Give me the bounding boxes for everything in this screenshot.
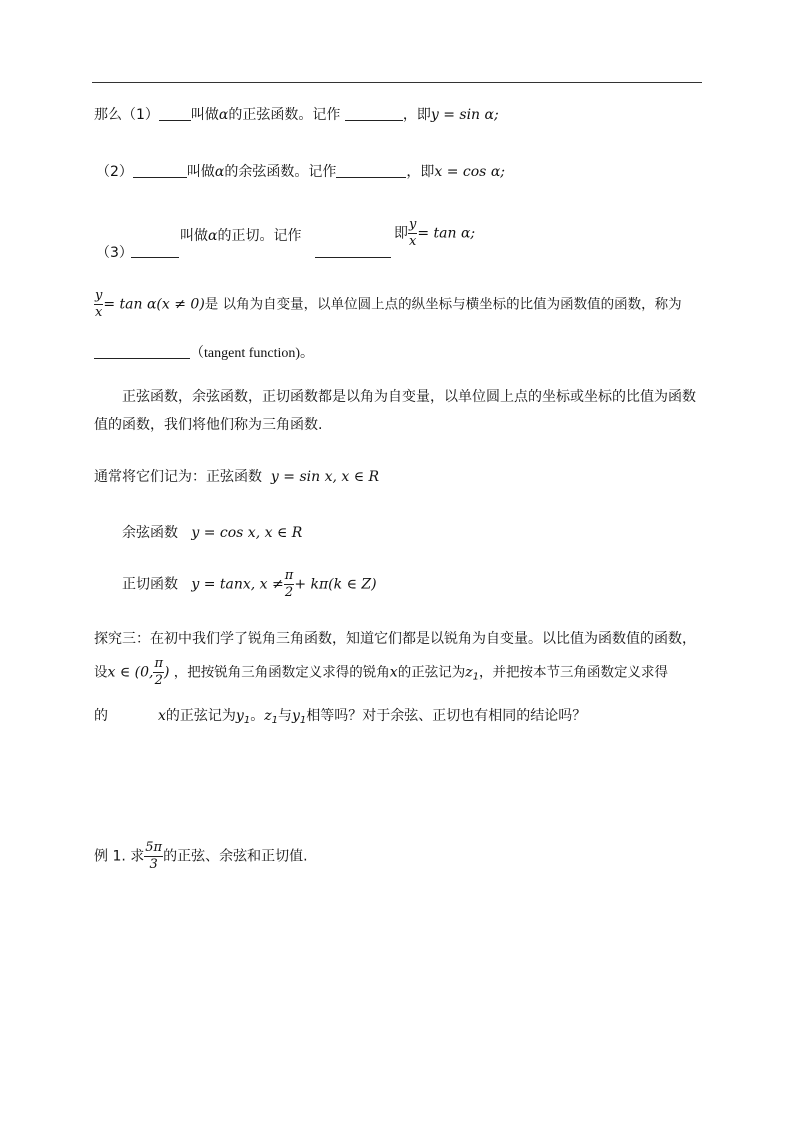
alpha-symbol: α: [208, 228, 218, 244]
fraction: [153, 656, 164, 689]
text: 即: [416, 107, 431, 123]
equation: y = sin α;: [430, 107, 499, 123]
text: （2）: [96, 164, 133, 180]
fill-blank: [336, 163, 406, 178]
exploration-line-3: [94, 706, 586, 731]
subscript: 1: [271, 715, 278, 726]
variable: z: [264, 708, 272, 724]
subscript: 1: [472, 671, 479, 683]
text: 通常将它们记为：正弦函数: [94, 469, 262, 485]
equation: y = sin x, x ∈ R: [270, 469, 380, 485]
text: 的余弦函数。记作: [224, 164, 337, 180]
fill-blank: [131, 243, 179, 258]
numerator: y: [409, 217, 417, 232]
tangent-function-line: [94, 343, 314, 364]
tangent-equation: [394, 217, 475, 250]
subscript: 1: [299, 715, 307, 726]
alpha-symbol: α: [218, 107, 229, 123]
denominator: 3: [144, 856, 163, 873]
text: 即: [420, 164, 435, 180]
equation: x ∈ (0,: [107, 664, 154, 681]
text: ，并把按本节三角函数定义求得: [478, 664, 668, 681]
alpha-symbol: α: [214, 164, 225, 180]
fill-blank: [345, 106, 403, 121]
fraction: [94, 288, 103, 321]
fraction: [284, 568, 295, 601]
text: 叫做: [190, 107, 219, 123]
variable: y: [291, 708, 300, 724]
text: 与: [277, 708, 292, 724]
text: 是 以角为自变量，以单位圆上点的纵坐标与横坐标的比值为函数值的函数，称为: [204, 296, 682, 313]
text: 的正弦函数。记作: [228, 107, 341, 123]
equation: = tan α(x ≠ 0): [103, 296, 205, 313]
equation: x = cos α;: [434, 164, 505, 180]
text: 例 1. 求: [94, 848, 145, 865]
text: 的: [94, 708, 108, 724]
text: 叫做: [186, 164, 215, 180]
text: 设: [94, 664, 108, 681]
example-line: [94, 840, 308, 873]
text: 相等吗？对于余弦、正切也有相同的结论吗？: [306, 708, 587, 724]
text: （tangent function)。: [190, 346, 315, 361]
variable: y: [235, 708, 244, 724]
tangent-definition-line: [94, 288, 682, 321]
equation: = tan α;: [417, 225, 476, 242]
numerator: π: [154, 656, 164, 671]
fraction: [408, 217, 417, 250]
equation: + kπ(k ∈ Z): [294, 576, 377, 593]
variable: x: [389, 664, 398, 681]
numerator: π: [284, 568, 294, 583]
notation-tangent-line: [122, 568, 377, 601]
fill-blank: [133, 163, 187, 178]
variable: x: [158, 708, 166, 724]
equation: y = tanx, x ≠: [191, 576, 284, 593]
text: 的正弦、余弦和正切值.: [163, 848, 308, 865]
definition-sine-line: [94, 105, 499, 125]
text: ，: [402, 107, 417, 123]
summary-paragraph: 正弦函数，余弦函数，正切函数都是以角为自变量，以单位圆上点的坐标或坐标的比值为函数值的函数，我们将他们称为三角函数.: [94, 389, 696, 433]
denominator: x: [95, 305, 103, 320]
equation: ): [164, 664, 170, 681]
text: 正切函数: [122, 576, 178, 593]
text: 的正切。记作: [217, 228, 302, 244]
fill-blank: [94, 344, 190, 359]
denominator: 2: [284, 585, 294, 600]
subscript: 1: [243, 715, 251, 726]
fraction: [144, 840, 163, 873]
text: ，: [406, 164, 421, 180]
text: 那么（1）: [94, 107, 159, 123]
denominator: x: [409, 234, 417, 249]
text: 。: [250, 708, 265, 724]
notation-cosine-line: [122, 523, 302, 543]
text: 余弦函数: [122, 525, 178, 541]
denominator: 2: [154, 673, 163, 688]
text: （3）: [96, 245, 133, 261]
fill-blank: [315, 243, 391, 258]
exploration-line: 探究三：在初中我们学了锐角三角函数，知道它们都是以锐角为自变量。以比值为函数值的函数，: [94, 631, 696, 647]
text: 即: [394, 225, 408, 242]
variable: z: [465, 664, 473, 681]
text: 叫做: [180, 228, 208, 244]
equation: y = cos x, x ∈ R: [191, 525, 303, 541]
numerator: y: [95, 288, 103, 303]
text: 的正弦记为: [397, 664, 466, 681]
fill-blank: [159, 106, 191, 121]
definition-tangent-line: [180, 226, 301, 246]
numerator: 5π: [145, 840, 163, 855]
notation-sine-line: [94, 467, 379, 487]
text: ，把按锐角三角函数定义求得的锐角: [173, 664, 390, 681]
text: 的正弦记为: [165, 708, 236, 724]
definition-cosine-line: [96, 162, 505, 182]
exploration-line-2: [94, 656, 668, 689]
header-rule: [92, 82, 702, 83]
